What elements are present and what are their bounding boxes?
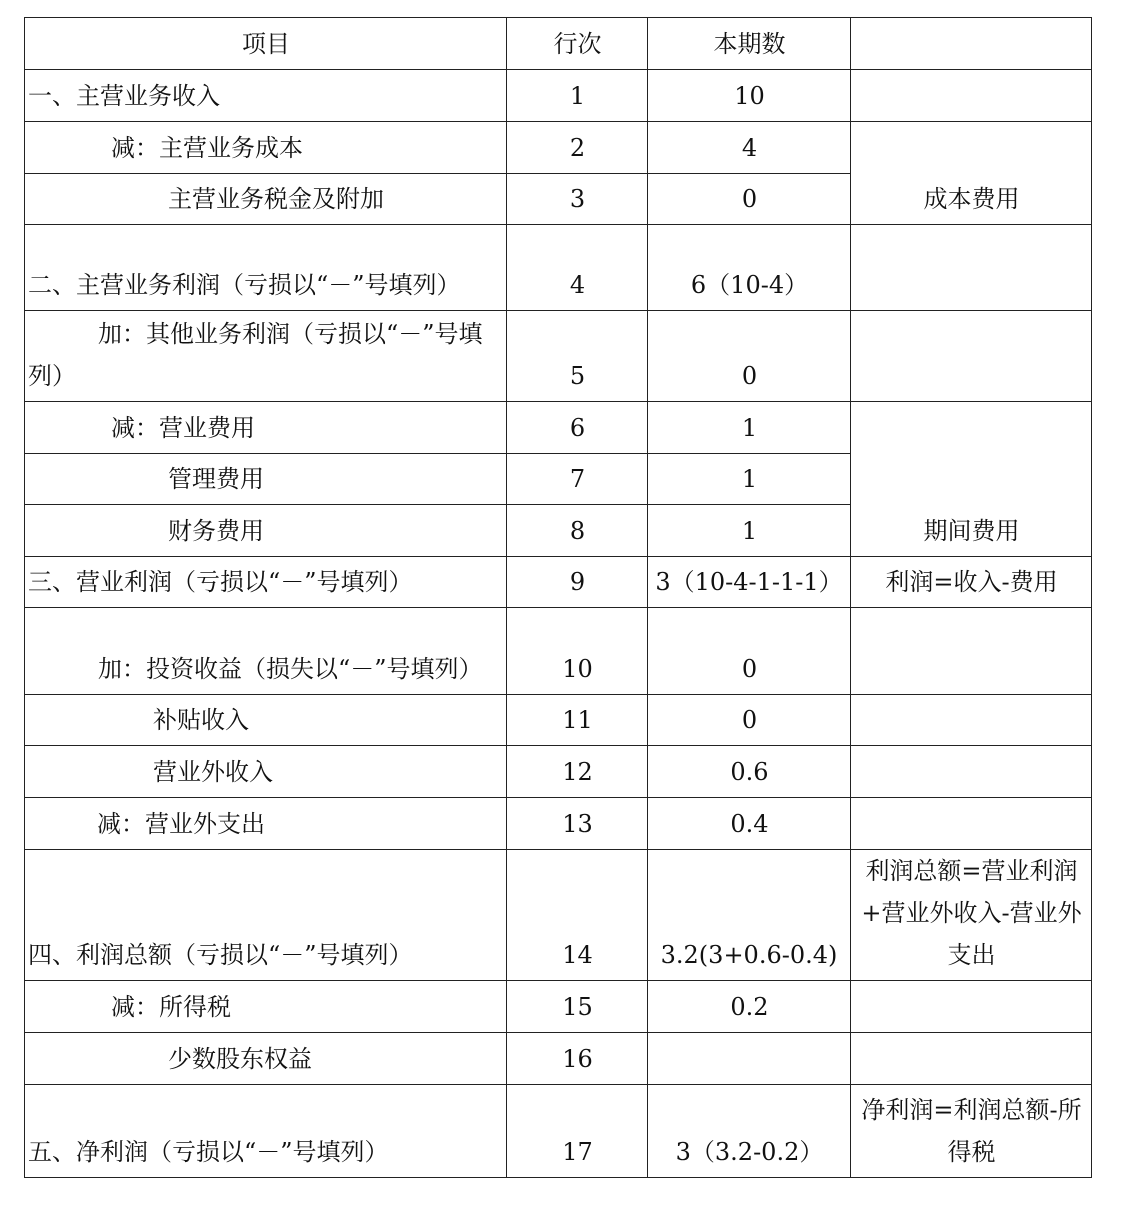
note-period: 期间费用: [851, 402, 1092, 557]
row-amount: 0.4: [648, 798, 851, 850]
row-line: 15: [507, 981, 648, 1033]
row-item: 管理费用: [25, 454, 507, 505]
row-note: [851, 798, 1092, 850]
row-item: 减：营业外支出: [25, 798, 507, 850]
row-line: 2: [507, 122, 648, 174]
row-item: 三、营业利润（亏损以“－”号填列）: [25, 557, 507, 608]
row-item: 主营业务税金及附加: [25, 174, 507, 225]
header-item: 项目: [25, 18, 507, 70]
row-line: 12: [507, 746, 648, 798]
row-note: [851, 695, 1092, 746]
header-note: [851, 18, 1092, 70]
row-note: [851, 1033, 1092, 1085]
row-item: 四、利润总额（亏损以“－”号填列）: [25, 850, 507, 981]
row-line: 16: [507, 1033, 648, 1085]
row-line: 11: [507, 695, 648, 746]
row-amount: 3.2(3+0.6-0.4): [648, 850, 851, 981]
row-line: 8: [507, 505, 648, 557]
row-item: 五、净利润（亏损以“－”号填列）: [25, 1085, 507, 1178]
row-amount: 3（10-4-1-1-1）: [648, 557, 851, 608]
row-note: [851, 608, 1092, 695]
table-row: [25, 981, 1092, 1033]
row-note: [851, 746, 1092, 798]
row-item: 补贴收入: [25, 695, 507, 746]
row-item: 一、主营业务收入: [25, 70, 507, 122]
row-amount: 0: [648, 608, 851, 695]
row-note: [851, 981, 1092, 1033]
table-row: [25, 402, 1092, 454]
note-total-profit: 利润总额=营业利润+营业外收入-营业外支出: [851, 850, 1092, 981]
row-amount: 0: [648, 311, 851, 402]
row-line: 4: [507, 225, 648, 311]
row-amount: 1: [648, 402, 851, 454]
row-amount: 0.2: [648, 981, 851, 1033]
table-row: [25, 1085, 1092, 1178]
row-note: [851, 225, 1092, 311]
row-amount: 4: [648, 122, 851, 174]
table-row: [25, 557, 1092, 608]
row-item: 减：所得税: [25, 981, 507, 1033]
row-line: 10: [507, 608, 648, 695]
row-line: 3: [507, 174, 648, 225]
table-row: [25, 1033, 1092, 1085]
row-item: 减：营业费用: [25, 402, 507, 454]
header-line: 行次: [507, 18, 648, 70]
row-item: 加：投资收益（损失以“－”号填列）: [25, 608, 507, 695]
row-item: 减：主营业务成本: [25, 122, 507, 174]
row-line: 13: [507, 798, 648, 850]
note-operating-profit: 利润=收入-费用: [851, 557, 1092, 608]
row-item: 营业外收入: [25, 746, 507, 798]
table-row: [25, 311, 1092, 402]
row-note: [851, 311, 1092, 402]
header-amount: 本期数: [648, 18, 851, 70]
row-line: 6: [507, 402, 648, 454]
row-item: 少数股东权益: [25, 1033, 507, 1085]
row-line: 9: [507, 557, 648, 608]
table-row: [25, 122, 1092, 174]
row-amount: 10: [648, 70, 851, 122]
row-amount: 1: [648, 454, 851, 505]
table-row: [25, 695, 1092, 746]
table-row: [25, 225, 1092, 311]
row-amount: 0: [648, 174, 851, 225]
row-amount: 0: [648, 695, 851, 746]
table-row: [25, 608, 1092, 695]
row-line: 14: [507, 850, 648, 981]
note-cost: 成本费用: [851, 122, 1092, 225]
row-line: 7: [507, 454, 648, 505]
table-row: [25, 798, 1092, 850]
income-statement-table: [24, 17, 1092, 1178]
row-amount: 0.6: [648, 746, 851, 798]
row-line: 17: [507, 1085, 648, 1178]
row-item: 加：其他业务利润（亏损以“－”号填列）: [25, 311, 507, 402]
row-item: 二、主营业务利润（亏损以“－”号填列）: [25, 225, 507, 311]
row-amount: 3（3.2-0.2）: [648, 1085, 851, 1178]
row-line: 5: [507, 311, 648, 402]
table-row: [25, 746, 1092, 798]
row-item: 财务费用: [25, 505, 507, 557]
row-note: [851, 70, 1092, 122]
row-amount: 6（10-4）: [648, 225, 851, 311]
table-row: [25, 70, 1092, 122]
header-row: [25, 18, 1092, 70]
note-net-profit: 净利润=利润总额-所得税: [851, 1085, 1092, 1178]
row-amount: 1: [648, 505, 851, 557]
row-line: 1: [507, 70, 648, 122]
table-row: [25, 850, 1092, 981]
row-amount: [648, 1033, 851, 1085]
